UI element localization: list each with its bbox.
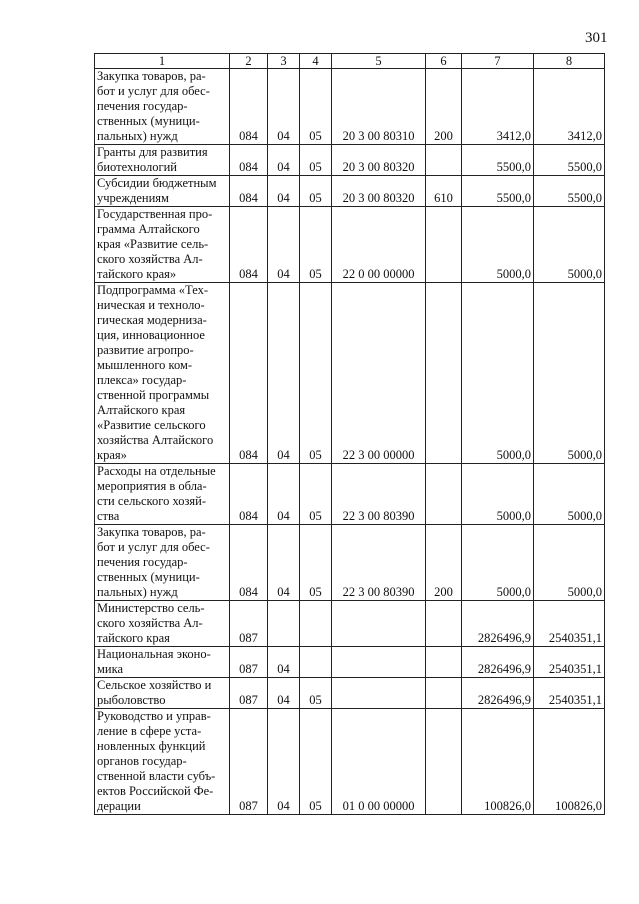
item-name-line: бот и услуг для обес- [97,84,210,98]
section-code-cell: 04 [268,176,300,207]
section-code-cell: 04 [268,678,300,709]
item-name-line: ственных (муници- [97,570,200,584]
table-row [95,647,605,678]
item-name-line: ция, инновационное [97,328,205,342]
expense-type-cell: 200 [426,525,462,601]
item-name-line: Субсидии бюджетным [97,176,217,190]
ministry-code-cell: 084 [230,207,268,283]
ministry-code-cell: 084 [230,69,268,145]
target-article-cell: 22 3 00 80390 [332,464,426,525]
target-article-cell [332,601,426,647]
section-code-cell: 04 [268,647,300,678]
item-name-line: Расходы на отдельные [97,464,216,478]
table-row [95,207,605,283]
expense-type-cell [426,678,462,709]
amount-year2-cell: 3412,0 [534,69,605,145]
table-row [95,601,605,647]
page-number: 301 [585,30,608,46]
item-name-line: края «Развитие сель- [97,237,209,251]
amount-year1-cell: 5000,0 [462,207,534,283]
amount-year1-cell: 5500,0 [462,145,534,176]
item-name-cell [95,145,230,176]
expense-type-cell [426,145,462,176]
header-cell: 3 [268,54,300,69]
section-code-cell: 04 [268,207,300,283]
item-name-line: рыболовство [97,693,166,707]
amount-year1-cell: 100826,0 [462,709,534,815]
header-cell: 2 [230,54,268,69]
subsection-code-cell: 05 [300,525,332,601]
header-cell: 8 [534,54,605,69]
item-name-cell [95,69,230,145]
item-name-line: тайского края» [97,267,177,281]
item-name-cell [95,525,230,601]
item-name-line: ского хозяйства Ал- [97,616,203,630]
amount-year2-cell: 100826,0 [534,709,605,815]
ministry-code-cell: 084 [230,176,268,207]
ministry-code-cell: 087 [230,601,268,647]
section-code-cell: 04 [268,69,300,145]
item-name-line: ского хозяйства Ал- [97,252,203,266]
target-article-cell [332,647,426,678]
expense-type-cell: 200 [426,69,462,145]
item-name-line: Руководство и управ- [97,709,211,723]
item-name-line: мика [97,662,124,676]
amount-year2-cell: 5000,0 [534,283,605,464]
target-article-cell: 01 0 00 00000 [332,709,426,815]
item-name-cell [95,678,230,709]
subsection-code-cell: 05 [300,176,332,207]
item-name-line: края» [97,448,127,462]
item-name-line: Гранты для развития [97,145,208,159]
item-name-line: пальных) нужд [97,585,178,599]
expense-type-cell [426,464,462,525]
amount-year2-cell: 5500,0 [534,145,605,176]
amount-year2-cell: 2540351,1 [534,647,605,678]
table-row [95,464,605,525]
item-name-line: органов государ- [97,754,187,768]
amount-year2-cell: 5000,0 [534,464,605,525]
item-name-line: Сельское хозяйство и [97,678,212,692]
item-name-line: грамма Алтайского [97,222,200,236]
item-name-line: Закупка товаров, ра- [97,69,206,83]
item-name-line: печения государ- [97,99,188,113]
subsection-code-cell: 05 [300,207,332,283]
item-name-line: ническая и техноло- [97,298,205,312]
subsection-code-cell [300,647,332,678]
subsection-code-cell: 05 [300,145,332,176]
target-article-cell: 20 3 00 80320 [332,176,426,207]
item-name-line: Министерство сель- [97,601,205,615]
subsection-code-cell: 05 [300,283,332,464]
header-row [95,54,605,69]
budget-table [94,53,605,815]
ministry-code-cell: 084 [230,283,268,464]
item-name-line: дерации [97,799,141,813]
item-name-line: Национальная эконо- [97,647,211,661]
amount-year1-cell: 2826496,9 [462,647,534,678]
item-name-line: развитие агропро- [97,343,194,357]
section-code-cell: 04 [268,145,300,176]
section-code-cell: 04 [268,283,300,464]
amount-year2-cell: 5500,0 [534,176,605,207]
header-cell: 7 [462,54,534,69]
amount-year1-cell: 5000,0 [462,464,534,525]
ministry-code-cell: 084 [230,525,268,601]
item-name-line: Алтайского края [97,403,186,417]
item-name-cell [95,464,230,525]
ministry-code-cell: 087 [230,709,268,815]
amount-year1-cell: 5000,0 [462,525,534,601]
item-name-line: ектов Российской Фе- [97,784,214,798]
expense-type-cell [426,601,462,647]
item-name-line: сти сельского хозяй- [97,494,207,508]
target-article-cell: 20 3 00 80320 [332,145,426,176]
section-code-cell [268,601,300,647]
table-row [95,678,605,709]
subsection-code-cell: 05 [300,464,332,525]
item-name-line: гическая модерниза- [97,313,207,327]
amount-year1-cell: 2826496,9 [462,678,534,709]
item-name-cell [95,601,230,647]
table-row [95,525,605,601]
header-cell: 5 [332,54,426,69]
item-name-line: плекса» государ- [97,373,187,387]
item-name-line: ственных (муници- [97,114,200,128]
table-row [95,283,605,464]
target-article-cell: 22 0 00 00000 [332,207,426,283]
amount-year2-cell: 2540351,1 [534,601,605,647]
amount-year1-cell: 2826496,9 [462,601,534,647]
item-name-line: тайского края [97,631,170,645]
item-name-line: ственной власти субъ- [97,769,216,783]
target-article-cell [332,678,426,709]
table-body [95,69,605,815]
target-article-cell: 20 3 00 80310 [332,69,426,145]
section-code-cell: 04 [268,525,300,601]
header-cell: 4 [300,54,332,69]
ministry-code-cell: 084 [230,464,268,525]
subsection-code-cell: 05 [300,69,332,145]
item-name-line: Государственная про- [97,207,213,221]
item-name-line: печения государ- [97,555,188,569]
table-row [95,709,605,815]
expense-type-cell [426,709,462,815]
item-name-line: пальных) нужд [97,129,178,143]
amount-year2-cell: 5000,0 [534,207,605,283]
item-name-line: мероприятия в обла- [97,479,207,493]
item-name-line: мышленного ком- [97,358,193,372]
amount-year1-cell: 5500,0 [462,176,534,207]
subsection-code-cell [300,601,332,647]
target-article-cell: 22 3 00 80390 [332,525,426,601]
expense-type-cell: 610 [426,176,462,207]
item-name-line: новленных функций [97,739,206,753]
amount-year2-cell: 5000,0 [534,525,605,601]
amount-year2-cell: 2540351,1 [534,678,605,709]
table-row [95,176,605,207]
amount-year1-cell: 3412,0 [462,69,534,145]
ministry-code-cell: 087 [230,647,268,678]
expense-type-cell [426,283,462,464]
item-name-line: ственной программы [97,388,210,402]
item-name-cell [95,176,230,207]
ministry-code-cell: 084 [230,145,268,176]
expense-type-cell [426,647,462,678]
item-name-cell [95,207,230,283]
ministry-code-cell: 087 [230,678,268,709]
amount-year1-cell: 5000,0 [462,283,534,464]
item-name-line: хозяйства Алтайского [97,433,214,447]
table-row [95,145,605,176]
expense-type-cell [426,207,462,283]
item-name-line: «Развитие сельского [97,418,206,432]
item-name-cell [95,709,230,815]
item-name-line: биотехнологий [97,160,177,174]
item-name-line: ства [97,509,120,523]
item-name-cell [95,647,230,678]
item-name-line: ление в сфере уста- [97,724,202,738]
header-cell: 1 [95,54,230,69]
section-code-cell: 04 [268,464,300,525]
item-name-line: Подпрограмма «Тех- [97,283,209,297]
section-code-cell: 04 [268,709,300,815]
table-row [95,69,605,145]
item-name-line: Закупка товаров, ра- [97,525,206,539]
header-cell: 6 [426,54,462,69]
subsection-code-cell: 05 [300,678,332,709]
subsection-code-cell: 05 [300,709,332,815]
target-article-cell: 22 3 00 00000 [332,283,426,464]
item-name-cell [95,283,230,464]
item-name-line: бот и услуг для обес- [97,540,210,554]
item-name-line: учреждениям [97,191,169,205]
